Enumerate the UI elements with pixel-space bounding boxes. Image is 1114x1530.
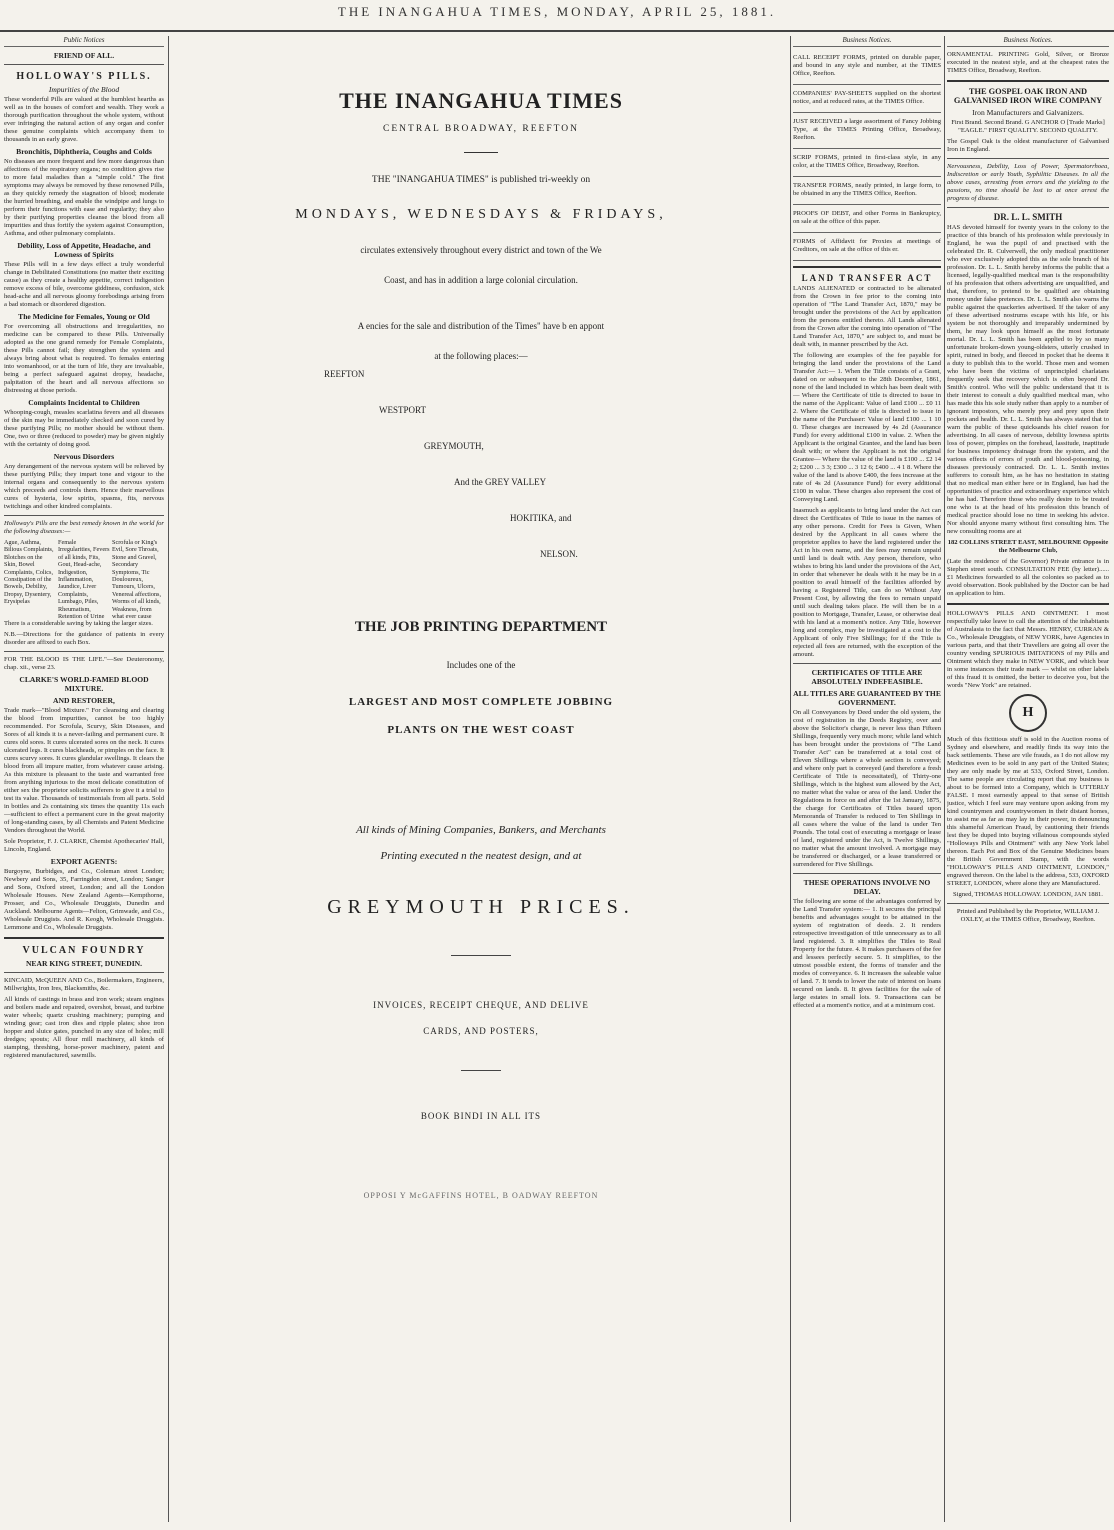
paragraph: Nervousness, Debility, Loss of Power, Spermatorrhoea, Indiscretion or early Youth, Syphilitic Diseases. In all the above cases, arresting from errors and the yielding to the passions, no time should be lost to at once arrest the progress of disease. [947, 163, 1109, 202]
circulation-line: circulates extensively throughout every district and town of the We [360, 245, 602, 255]
paragraph: Whooping-cough, measles scarlatina fevers and all diseases of the skin may be immediately checked and soon cured by these purifying Pills; no mother should be without them. One, two or three (reduced to powder) may be given nightly with the certainty of doing good. [4, 409, 164, 448]
column-divider [944, 36, 945, 1522]
paragraph: Any derangement of the nervous system will be relieved by these purifying Pills; they impart tone and vigour to the internal organs and consequently to the nervous system which preceeds and controls them. Hence their marvellous cures of hysteria, low spirits, spasms, fits, nervous twitchings and other kindred complaints. [4, 463, 164, 510]
subheading: THESE OPERATIONS INVOLVE NO DELAY. [803, 878, 931, 896]
advert [793, 51, 941, 85]
advert [793, 179, 941, 205]
circulation-line: Coast, and has in addition a large colonial circulation. [384, 275, 578, 285]
advert-text: COMPANIES' PAY-SHEETS supplied on the shortest notice, and at reduced rates, at the TIMES Office. [793, 90, 941, 105]
land-heading: LAND TRANSFER ACT [801, 273, 933, 283]
place-name: NELSON. [540, 549, 578, 559]
paragraph: N.B.—Directions for the guidance of patients in every disorder are affixed to each Box. [4, 631, 164, 647]
paragraph: These wonderful Pills are valued at the humblest hearths as well as in the houses of comfort and wealth. They work a thorough purification throughout the whole system, without ever infringing the natural action of any organ and confer these genuine complaints which accompany them to thousands in an early grave. [4, 96, 164, 143]
paragraph: Printed and Published by the Proprietor, WILLIAM J. OXLEY, at the TIMES Office, Broadway, Reefton. [956, 908, 1100, 923]
paragraph: KINCAID, McQUEEN AND Co., Boilermakers, Engineers, Millwrights, Iron Ires, Blacksmiths, &c. [4, 977, 164, 993]
cards-line: CARDS, AND POSTERS, [423, 1026, 539, 1036]
restorer-heading: AND RESTORER, [53, 696, 115, 706]
section-label: Public Notices [4, 36, 164, 47]
subheading: Complaints Incidental to Children [28, 398, 140, 407]
paragraph: Inasmuch as applicants to bring land under the Act can direct the Certificates of Title to issue in the names of any other persons. Credit for Fees is Given, When desired by the Applicant in all cases where the proprietor applies to have the land registered under the Act in his own name, and the fees may remain unpaid until land is dealt with. Any person, therefore, who wishes to bring his land under the provisions of the Act, in order that whenever he deals with it he may be in a position to avail himself of the facilities afforded by having a Registered Title, can do so Without Any Present Cost, by allowing the fees to remain unpaid until such dealing takes place. He will then be in a position to Mortgage, Transfer, Lease, or otherwise deal with his land at a moment's notice. Any Title, however long and complex, may be investigated at a cost to the Applicant of only Five Shillings; for if the Title is rejected all fees are returned, with the exception of the amount. [793, 507, 941, 658]
job-heading: THE JOB PRINTING DEPARTMENT [354, 619, 608, 635]
masthead: THE INANGAHUA TIMES, MONDAY, APRIL 25, 1881. [337, 4, 777, 19]
column-business-notices-2 [947, 36, 1109, 1522]
book-line: BOOK BINDI IN ALL ITS [420, 1111, 542, 1121]
paragraph: LANDS ALIENATED or contracted to be alienated from the Crown in fee prior to the coming into operation of "The Land Transfer Act, 1870," may be brought under the provisions of the Act by application from the persons entitled thereto. All Lands alienated from the Crown after the coming into operation of "The Land Transfer Act, 1870," are subject to, and must be dealt with, in manner prescribed by the Act. [793, 285, 941, 348]
following-line: at the following places:— [434, 351, 528, 361]
advert-text: PROOFS OF DEBT, and other Forms in Bankruptcy, on sale at the office of this paper. [793, 210, 941, 225]
masthead-rule [0, 30, 1114, 32]
diseases-table [4, 539, 164, 620]
column-business-notices [793, 36, 941, 1522]
includes-line: Includes one of the [446, 660, 516, 670]
paragraph: The following are examples of the fee payable for bringing the land under the provisions of the Land Transfer Act:— 1. When the Title consists of a Grant, dated on or subsequent to the 28th December, 1861, none of the land included in which has been dealt with— Where the Certificate of title is directed to issue in the name of the Applicant: Value of land £100 ... £0 11 2. Where the Certificate of title is directed to issue in the name of the Purchaser: Value of land £100 ... 1 10 0. These charges are increased by 4s 2d (Assurance Fund) for every additional £100 in value. 2. When the Applicant is the original Grantee, and the land has been dealt with; or where the Applicant is not the original Grantee— Where the value of the land is £100 ... £2 14 2; £200 ... 3 3; £300 ... 3 12 6; £400 ... 4 1 8. Where the value of the land is above £400, the fees increase at the rate of 4s 2d (Assurance Fund) for every additional £100 in value. These charges also represent the cost of Conveying Land. [793, 352, 941, 503]
place-name: And the GREY VALLEY [454, 477, 547, 487]
section-label: Business Notices. [793, 36, 941, 47]
paragraph: All kinds of castings in brass and iron work; steam engines and boilers made and repaired, overshot, breast, and turbine water wheels; quartz crushing machinery; pumping and winding gear; cast iron dies and ripple plates; shoe iron hopper and sluice gates, punched in any size of holes; mill dredges; spouts; All flour mill machinery, all kinds of stamping, threshing, horse-power machinery, patent and registered manufactured, sawmills. [4, 996, 164, 1060]
vulcan-title: VULCAN FOUNDRY [22, 945, 146, 957]
advert [793, 151, 941, 177]
paragraph: HOLLOWAY'S PILLS AND OINTMENT. I most respectfully take leave to call the attention of the inhabitants of Australasia to the fact that Messrs. HENRY, CURRAN & Co., Wholesale Druggists, of NEW YORK, have Agencies in various parts, and that their Travellers are going all over the country vending SPURIOUS IMITATIONS of my Pills and Ointment which they make in NEW YORK, and which bear in some instances their trade mark — whilst on other labels of this fraud it is omitted, the better to deceive you, but the words "New York" are retained. [947, 610, 1109, 689]
paper-title: THE INANGAHUA TIMES [339, 88, 623, 113]
holloway-seal-icon: H [1009, 694, 1047, 732]
advert-text: TRANSFER FORMS, neatly printed, in large form, to be obtained in any the TIMES Office, Reefton. [793, 182, 941, 197]
subheading: CERTIFICATES OF TITLE ARE ABSOLUTELY INDEFEASIBLE. [811, 668, 923, 686]
subheading: ALL TITLES ARE GUARANTEED BY THE GOVERNMENT. [793, 689, 941, 707]
subheading: Iron Manufacturers and Galvanizers. [972, 108, 1084, 117]
subheading: Bronchitis, Diphtheria, Coughs and Colds [16, 147, 152, 156]
gospel-heading: THE GOSPEL OAK IRON AND GALVANISED IRON WIRE COMPANY [953, 87, 1103, 105]
largest-line: LARGEST AND MOST COMPLETE JOBBING [348, 696, 614, 708]
paragraph: The following are some of the advantages conferred by the Land Transfer system:— 1. It secures the principal benefits and advantages sought to be attained in the system of registration of deeds. 2. It renders retrospective investigation of title unnecessary as to all land registered. 3. It simplifies the Titles to Real Property for the future. 4. It makes purchasers of the fee and lessees perfectly secure. 5. It simplifies, to the utmost possible extent, the forms of transfer and the modes of conveyance. 6. It increases the saleable value of land. 7. It tends to lower the rate of interest on loans secured on lands. 8. It gives facilities for the sale of large estates in small lots. 9. Transactions can be effected at a moment's notice, and at a minimum cost. [793, 898, 941, 1009]
advert-text: SCRIP FORMS, printed in first-class style, in any color, at the TIMES Office, Broadway, Reefton. [793, 154, 941, 169]
diseases-column: Ague, Asthma, Bilious Complaints, Blotches on the Skin, Bowel Complaints, Colics, Constipation of the Bowels, Debility, Dropsy, Dysentery, Erysipelas [4, 539, 54, 606]
friend-heading: FRIEND OF ALL. [53, 51, 115, 60]
paragraph: These Pills will in a few days effect a truly wonderful change in Debilitated Constitutions (no matter their exciting cause) as they create a healthy appetite, correct indigestion remove excess of bile, overcome giddiness, confusion, sick head-ache and all nervous gloomy forebodings arising from a bad stomach or disordered digestion. [4, 261, 164, 308]
place-name: GREYMOUTH, [424, 441, 484, 451]
paragraph: ORNAMENTAL PRINTING Gold, Silver, or Bronze executed in the neatest style, and at the cheapest rates the TIMES Office, Broadway, Reefton. [947, 51, 1109, 74]
column-divider [168, 36, 169, 1522]
paragraph: HAS devoted himself for twenty years in the colony to the practice of this branch of his profession while previously in England, he was the pupil of and practised with the celebrated Dr. R. Culverwell, the only medical practitioner who ever exclusively adopted this as the sole branch of his profession. Dr. L. L. Smith hereby informs the public that a licensed, legally-qualified medical man is the responsibility of his profession that others advertising are unqualified, and that, therefore, to pretend to be qualified are obtaining money under false pretences. Dr. L. L. Smith also warns the public against the quackeries advertised. If the taker of any of these advertised nostrums escape with his life, or his system be not thoroughly and irreparably undermined by them, he may look upon himself as the most fortunate mortal. Dr. L. L. Smith has been applied to by so many unfortunate broken-down young-oldsters, utterly crushed in spirit, ruined in body, and fleeced in pocket that he deems it a duty to publish this to the world. Those men and women who have been the victims of unprincipled charlatans frequently seek that recovery which is often beyond Dr. Smith's control. Who will the public understand that it is their interest to consult a duly qualified medical man, who has made this his sole study rather than apply to a number of ignorant impostors, who merely prey and prey upon their pockets and health. Dr. L. L. Smith has always stated that to warn the public of these quicksands his chief reason for advertising. In all cases of nervous, debility lowness spirits loss of power, pimples on the forehead, lassitude, inaptitude for business impotency drainage from the system, and the various effects of errors of youth and blood-poisoning, in diseases previously contracted. Dr. L. L. Smith invites sufferers to consult him, as he has no hesitation in stating that no medical man either here or in England, has had the opportunities of practice and extraordinary experience which he has had. Therefore those who really desire to be treated one who is at the head of his profession this branch of medical practice should lose no time in seeking his advice. Nor should anyone marry without first consulting him. The new consulting rooms are at [947, 224, 1109, 535]
advert-text: JUST RECEIVED a large assortment of Fancy Jobbing Type, at the TIMES Printing Office, Broadway, Reefton. [793, 118, 941, 141]
paragraph: First Brand. Second Brand. G ANCHOR O [Trade Marks] "EAGLE." FIRST QUALITY. SECOND QUALITY. [951, 119, 1105, 134]
paper-address: CENTRAL BROADWAY, REEFTON [383, 124, 579, 134]
advert [793, 115, 941, 149]
subheading: Debility, Loss of Appetite, Headache, and Lowness of Spirits [17, 241, 151, 259]
subheading: Nervous Disorders [53, 452, 115, 461]
advert-text: CALL RECEIPT FORMS, printed on durable paper, and bound in any style and number, at the TIMES Office, Reefton. [793, 54, 941, 77]
place-name: REEFTON [324, 369, 365, 379]
paragraph: 182 COLLINS STREET EAST, MELBOURNE Opposite the Melbourne Club, [947, 539, 1109, 554]
paragraph: FOR THE BLOOD IS THE LIFE."—See Deuteronomy, chap. xii., verse 23. [4, 656, 164, 672]
days-line: MONDAYS, WEDNESDAYS & FRIDAYS, [295, 207, 667, 222]
paragraph: Sole Proprietor, F. J. CLARKE, Chemist Apothecaries' Hall, Lincoln, England. [4, 838, 164, 854]
advert-text: FORMS of Affidavit for Proxies at meetings of Creditors, on sale at the office of this er. [793, 238, 941, 253]
subheading: Impurities of the Blood [48, 85, 120, 94]
paragraph: Holloway's Pills are the best remedy known in the world for the following diseases:— [4, 520, 164, 535]
section-label: Business Notices. [947, 36, 1109, 47]
paragraph: The Gospel Oak is the oldest manufacturer of Galvanised Iron in England. [947, 138, 1109, 153]
holloway-title: HOLLOWAY'S PILLS. [16, 71, 152, 82]
subheading: NEAR KING STREET, DUNEDIN. [25, 959, 143, 969]
place-name: WESTPORT [379, 405, 426, 415]
advert [793, 207, 941, 233]
opposite-line: OPPOSI Y McGAFFINS HOTEL, B OADWAY REEFTON [363, 1191, 599, 1200]
column-divider [790, 36, 791, 1522]
paragraph: No diseases are more frequent and few more dangerous than affections of the respiratory organs; no condition gives rise to more fatal maladies than a "simple cold." The first symptoms may always be removed by these renowned Pills, as they quickly remedy the stagnation of blood; moderate the hurried breathing, and enable the windpipe and lungs to perform their functions with ease and regularity; they also by their purifying properties cleanse the blood from all impurities and thus fortify the system against Consumption, Asthma, and other pulmonary complaints. [4, 158, 164, 237]
paragraph: For overcoming all obstructions and irregularities, no medicine can be compared to these Pills. Universally adopted as the one grand remedy for Female Complaints, these Pills cannot fail; they strengthen the system and always bring about what is required. To females entering into womanhood, or at the turn of life, they are invaluable, being a perfect safeguard against dropsy, headache, palpitation of the heart and all nervous affections so distressing at those periods. [4, 323, 164, 394]
clarke-heading: CLARKE'S WORLD-FAMED BLOOD MIXTURE. [19, 675, 149, 694]
printing-line: Printing executed n the neatest design, and at [380, 850, 582, 862]
place-name: HOKITIKA, and [510, 513, 572, 523]
agencies-line: A encies for the sale and distribution of the Times" have b en appont [357, 321, 605, 331]
column-public-notices [4, 36, 164, 1522]
subheading: EXPORT AGENTS: [50, 857, 118, 867]
paragraph: Much of this fictitious stuff is sold in the Auction rooms of Sydney and elsewhere, and readily finds its way into the back settlements. These are vile frauds, as I do not allow my Medicines even to be sold in any part of the United States; they are only made by me at 533, Oxford Street, London. The same people are circulating report that my business is about to be formed into a Company, which is UTTERLY FALSE. I most earnestly appeal to that sense of British justice, which I feel sure may venture upon asking from my kind countrymen and countrywomen in their distant homes, to assist me as far as may lay in their power, in denouncing this shameful American Fraud, by cautioning their friends lest they be duped into buying villainous compounds styled "Holloways Pills and Ointment" with any New York label thereon. Each Pot and Box of the Genuine Medicines bears the British Government Stamp, with the words "HOLLOWAY'S PILLS AND OINTMENT, LONDON," engraved thereon. On the label is the address, 533, OXFORD STREET, LONDON, where alone they are Manufactured. [947, 736, 1109, 887]
paragraph: Burgoyne, Burbidges, and Co., Coleman street London; Newbery and Sons, 35, Farringdon street, London; Sanger and Sons, Oxford street, London; and all the London Wholesale Houses. New Zealand Agents—Kempthorne, Prosser, and Co., Wholesale Druggists, Dunedin and Auckland. Melbourne Agents—Felton, Grimwade, and Co., Wholesale Druggists. And R. Keogh, Wholesale Druggists. Lemmone and Co., Wholesale Druggists. [4, 868, 164, 932]
paragraph: There is a considerable saving by taking the larger sizes. [4, 620, 153, 628]
diseases-column: Scrofula or King's Evil, Sore Throats, Stone and Gravel, Secondary Symptoms, Tic Douloureux, Tumours, Ulcers, Venereal affections, Worms of all kinds, Weakness, from what ever cause [112, 539, 162, 621]
mining-line: All kinds of Mining Companies, Bankers, and Merchants [356, 824, 606, 836]
smith-heading: DR. L. L. SMITH [993, 212, 1063, 222]
advert [793, 235, 941, 261]
subheading: The Medicine for Females, Young or Old [18, 312, 150, 321]
advert [793, 87, 941, 113]
paragraph: (Late the residence of the Governor) Private entrance is in Stephen street south. CONSULTATION FEE (by letter)......£1 Medicines forwarded to all the colonies so packed as to avoid observation. Book published by the Doctor can be had on application to him. [947, 558, 1109, 597]
diseases-column: Female Irregularities, Fevers of all kinds, Fits, Gout, Head-ache, Indigestion, Inflammation, Jaundice, Liver Complaints, Lumbago, Piles, Rheumatism, Retention of Urine [58, 539, 110, 621]
paragraph: Signed, THOMAS HOLLOWAY. LONDON, JAN 1881. [953, 891, 1103, 898]
invoices-line: INVOICES, RECEIPT CHEQUE, AND DELIVE [373, 1000, 589, 1010]
paragraph: On all Conveyances by Deed under the old system, the cost of registration in the Deeds Registry, over and above the Solicitor's charge, is never less than Fifteen Shillings, frequently very much more; while land which has been brought under the provisions of "The Land Transfer Act" can be transferred at a total cost of Eleven Shillings where a whole section is conveyed; and where only part is conveyed (and therefore a fresh Certificate of Title is necessitated), of Thirty-one Shillings, which is the highest sum allowed by the Act, no matter what the value or area of the land. Under the Regulations in force on and after the 1st January, 1875, the charge for Certificates of Titles issued upon Memoranda of Transfer is reduced to Ten Shillings in all cases where the value of the land is under Ten Pounds. The total cost of executing a mortgage or lease of land, registered under the Act, is Twelve Shillings, no matter what the amount involved. A mortgage may be transferred or discharged, or a lease transferred or surrendered for Five Shillings. [793, 709, 941, 868]
published-line: THE "INANGAHUA TIMES" is published tri-weekly on [371, 175, 591, 185]
column-times-advert [174, 36, 788, 1522]
prices-heading: GREYMOUTH PRICES. [327, 896, 635, 918]
plants-line: PLANTS ON THE WEST COAST [387, 724, 575, 736]
paragraph: Trade mark—"Blood Mixture." For cleansing and clearing the blood from impurities, cannot be too highly recommended. For Scrofula, Scurvy, Skin Diseases, and Sores of all kinds it is a never-failing and permanent cure. It cures old sores. It cures ulcerated sores on the neck. It cures ulcerated legs. It cures blackheads, or pimples on the face. It cures scurvy sores. It cures glandular swellings. It clears the blood from all impure matter, from whatever cause arising. As this mixture is pleasant to the taste and warranted free from anything injurious to the most delicate constitution of either sex the proprietor solicits sufferers to give it a trial to test its value. Thousands of testimonials from all parts. Sold in bottles and 2s containing six times the quantity 11s each—sufficient to effect a permanent cure in the great majority of long-standing cases, by all Chemists and Patent Medicine Vendors throughout the World. [4, 707, 164, 835]
